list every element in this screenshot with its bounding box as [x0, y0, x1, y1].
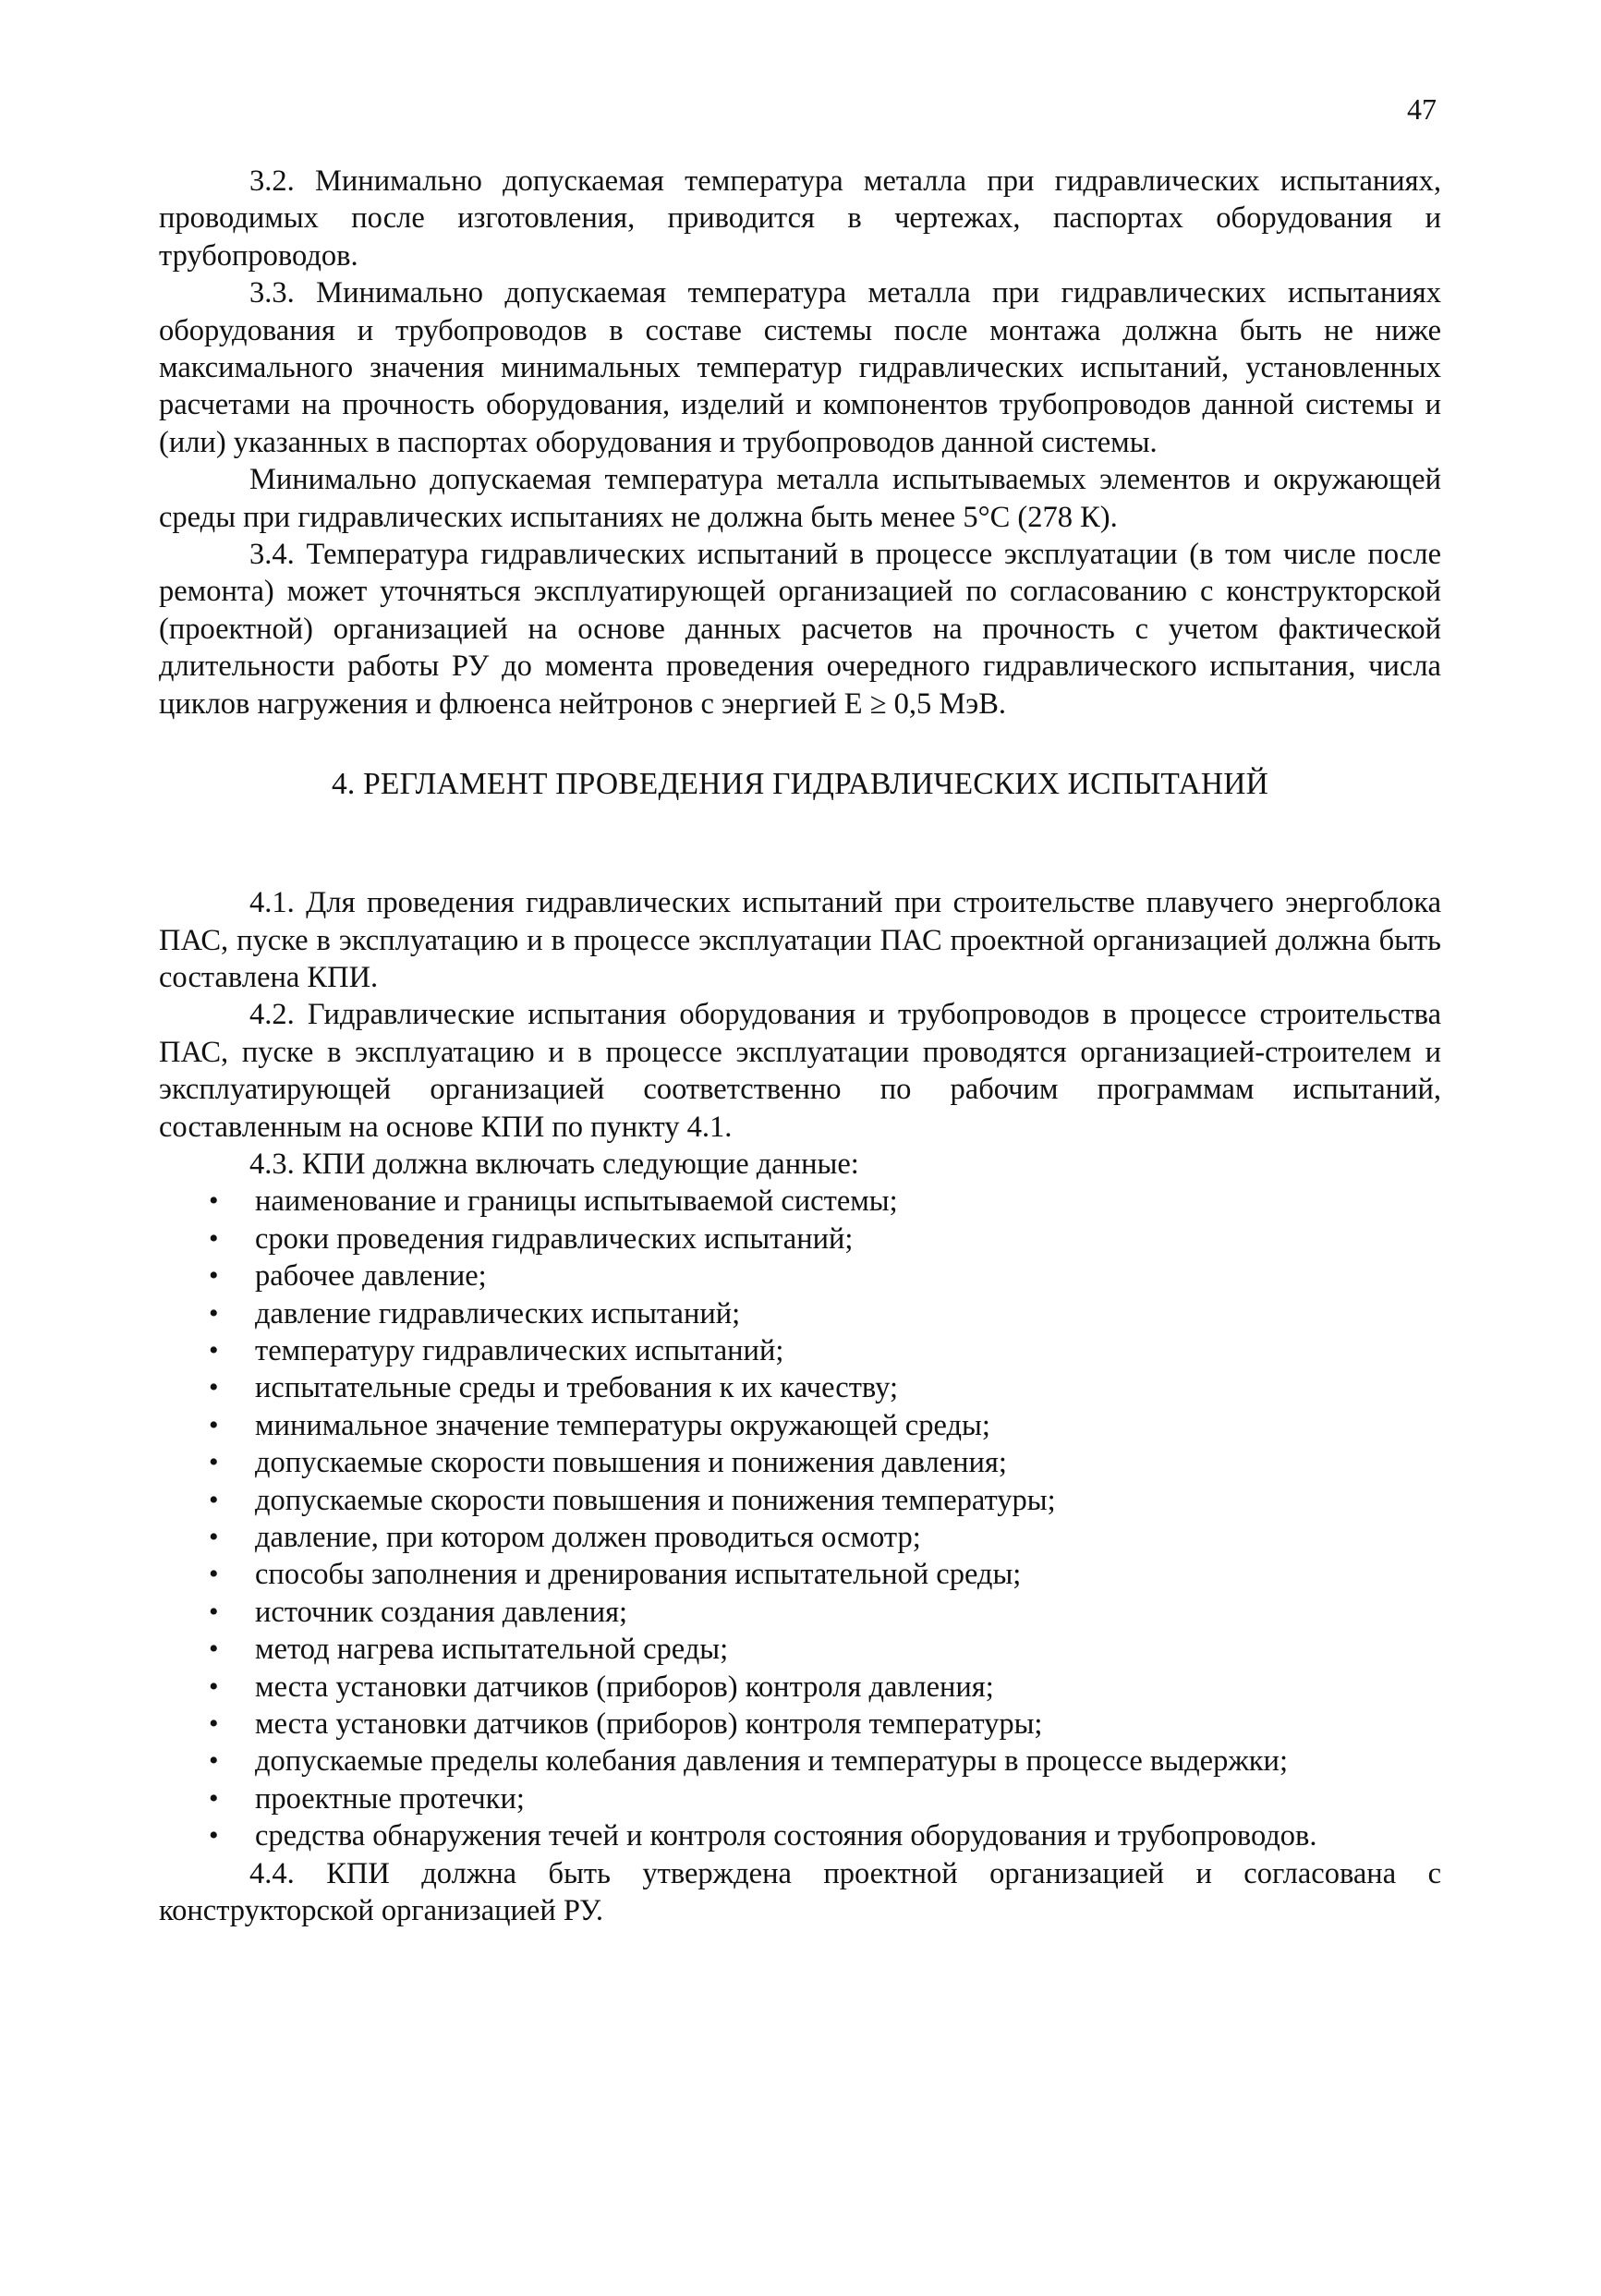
list-item: • допускаемые скорости повышения и понижения температуры;: [209, 1482, 1441, 1519]
list-item: • источник создания давления;: [209, 1594, 1441, 1631]
kpi-data-list: [159, 1183, 1441, 1854]
paragraph-4-1: 4.1. Для проведения гидравлических испытаний при строительстве плавучего энергоблока ПАС, пуске в эксплуатацию и в процессе эксплуатации ПАС проектной организацией должна быть составлена КПИ.: [159, 886, 1441, 994]
page-number: 47: [1407, 92, 1437, 126]
list-item: • способы заполнения и дренирования испытательной среды;: [209, 1556, 1441, 1593]
list-item: • места установки датчиков (приборов) контроля давления;: [209, 1669, 1441, 1706]
section-4-heading: 4. РЕГЛАМЕНТ ПРОВЕДЕНИЯ ГИДРАВЛИЧЕСКИХ ИСПЫТАНИЙ: [331, 767, 1268, 802]
list-item: • давление, при котором должен проводиться осмотр;: [209, 1519, 1441, 1556]
paragraph-4-3: 4.3. КПИ должна включать следующие данные:: [249, 1147, 859, 1181]
list-item: • испытательные среды и требования к их качеству;: [209, 1369, 1441, 1406]
list-item: • давление гидравлических испытаний;: [209, 1295, 1441, 1332]
paragraph-3-2: 3.2. Минимально допускаемая температура металла при гидравлических испытаниях, проводимых после изготовления, приводится в чертежах, паспортах оборудования и трубопроводов.: [159, 164, 1441, 273]
paragraph-min-temperature: Минимально допускаемая температура металла испытываемых элементов и окружающей среды при гидравлических испытаниях не должна быть менее 5°С (278 К).: [159, 463, 1441, 534]
list-item: • температуру гидравлических испытаний;: [209, 1332, 1441, 1369]
paragraph-3-4: 3.4. Температура гидравлических испытаний в процессе эксплуатации (в том числе после ремонта) может уточняться эксплуатирующей организацией по согласованию с конструкторской (проектной) организацией на основе данных расчетов на прочность с учетом фактической длительности работы РУ до момента проведения очередного гидравлического испытания, числа циклов нагружения и флюенса нейтронов с энергией Е ≥ 0,5 МэВ.: [159, 538, 1441, 721]
list-item: • рабочее давление;: [209, 1257, 1441, 1294]
list-item: • допускаемые скорости повышения и понижения давления;: [209, 1444, 1441, 1481]
paragraph-4-2: 4.2. Гидравлические испытания оборудования и трубопроводов в процессе строительства ПАС, пуске в эксплуатацию и в процессе эксплуатации проводятся организацией-строителем и эксплуатирующей организацией соответственно по рабочим программам испытаний, составленным на основе КПИ по пункту 4.1.: [159, 998, 1441, 1144]
list-item: • сроки проведения гидравлических испытаний;: [209, 1221, 1441, 1257]
paragraph-4-4: 4.4. КПИ должна быть утверждена проектной организацией и согласована с конструкторской организацией РУ.: [159, 1856, 1441, 1928]
list-item: • наименование и границы испытываемой системы;: [209, 1183, 1441, 1220]
paragraph-3-3: 3.3. Минимально допускаемая температура металла при гидравлических испытаниях оборудования и трубопроводов в составе системы после монтажа должна быть не ниже максимального значения минимальных температур гидравлических испытаний, установленных расчетами на прочность оборудования, изделий и компонентов трубопроводов данной системы и (или) указанных в паспортах оборудования и трубопроводов данной системы.: [159, 276, 1441, 459]
list-item: • проектные протечки;: [209, 1780, 1441, 1817]
list-item: • средства обнаружения течей и контроля состояния оборудования и трубопроводов.: [209, 1817, 1441, 1854]
list-item: • метод нагрева испытательной среды;: [209, 1631, 1441, 1668]
list-item: • минимальное значение температуры окружающей среды;: [209, 1407, 1441, 1444]
list-item: • допускаемые пределы колебания давления и температуры в процессе выдержки;: [209, 1743, 1441, 1780]
list-item: • места установки датчиков (приборов) контроля температуры;: [209, 1706, 1441, 1743]
document-body: [159, 163, 1441, 1929]
